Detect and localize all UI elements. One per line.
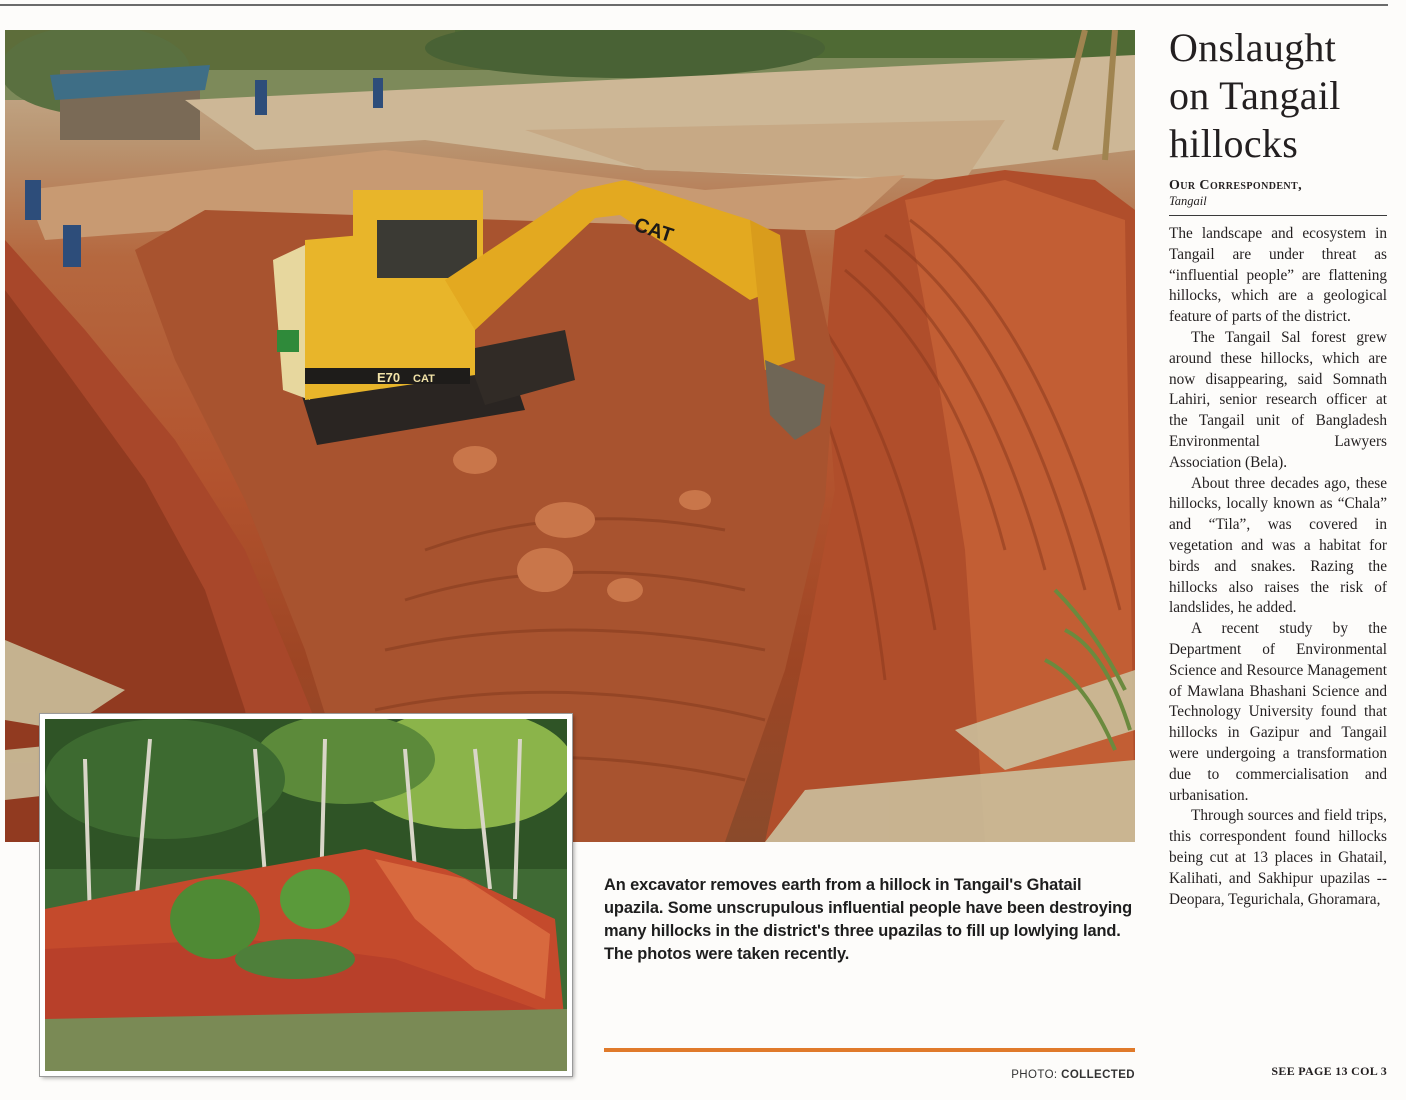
byline-location: Tangail [1169, 194, 1207, 208]
caption-accent-rule [604, 1048, 1135, 1052]
article-paragraph-4: A recent study by the Department of Environmental Science and Resource Management of Mawlana Bhashani Science and Technology University found that hillocks in Gazipur and Tangail were undergoing a transformation due to commercialisation and urbanisation. [1169, 620, 1387, 804]
excavator-model-label: E70 [377, 370, 401, 385]
photo-credit [1011, 1069, 1135, 1081]
photo-credit-prefix: PHOTO: [1011, 1069, 1058, 1081]
article-headline [1169, 24, 1387, 168]
article-paragraph-5: Through sources and field trips, this correspondent found hillocks being cut at 13 places in Ghatail, Kalihati, and Sakhipur upazilas -- Deopara, Tegurichala, Ghoramara, [1169, 807, 1387, 908]
article-paragraph-1: The landscape and ecosystem in Tangail are under threat as “influential people” are flattening hillocks, which are a geological feature of parts of the district. [1169, 225, 1387, 326]
article-paragraph-3: About three decades ago, these hillocks, locally known as “Chala” and “Tila”, was covered in vegetation and was a habitat for birds and snakes. Razing the hillocks also raises the risk of landslides, he added. [1169, 474, 1387, 617]
headline-line-2: on Tangail [1169, 73, 1341, 118]
top-rule [0, 4, 1388, 6]
photo-credit-name: COLLECTED [1061, 1069, 1135, 1081]
sal-forest-scene [45, 719, 567, 1071]
continuation-jump-link[interactable]: SEE PAGE 13 COL 3 [1271, 1064, 1387, 1078]
article-body [1169, 224, 1387, 910]
article-column [1169, 24, 1387, 910]
inset-photo-sal-forest [40, 714, 572, 1076]
byline-rule [1169, 215, 1387, 216]
byline: Our Correspondent, [1169, 178, 1302, 193]
headline-line-1: Onslaught [1169, 25, 1337, 70]
article-paragraph-2: The Tangail Sal forest grew around these hillocks, which are now disappearing, said Somnath Lahiri, senior research officer at the Tangail unit of Bangladesh Environmental Lawyers Association (Bela). [1169, 328, 1387, 471]
excavator-brand-label: CAT [631, 213, 676, 248]
photo-caption: An excavator removes earth from a hillock in Tangail's Ghatail upazila. Some unscrupulous influential people have been destroying many hillocks in the district's three upazilas to fill up lowlying land. The photos were taken recently. [604, 876, 1133, 963]
headline-line-3: hillocks [1169, 121, 1299, 166]
excavator-model-brand-label: CAT [413, 373, 435, 385]
